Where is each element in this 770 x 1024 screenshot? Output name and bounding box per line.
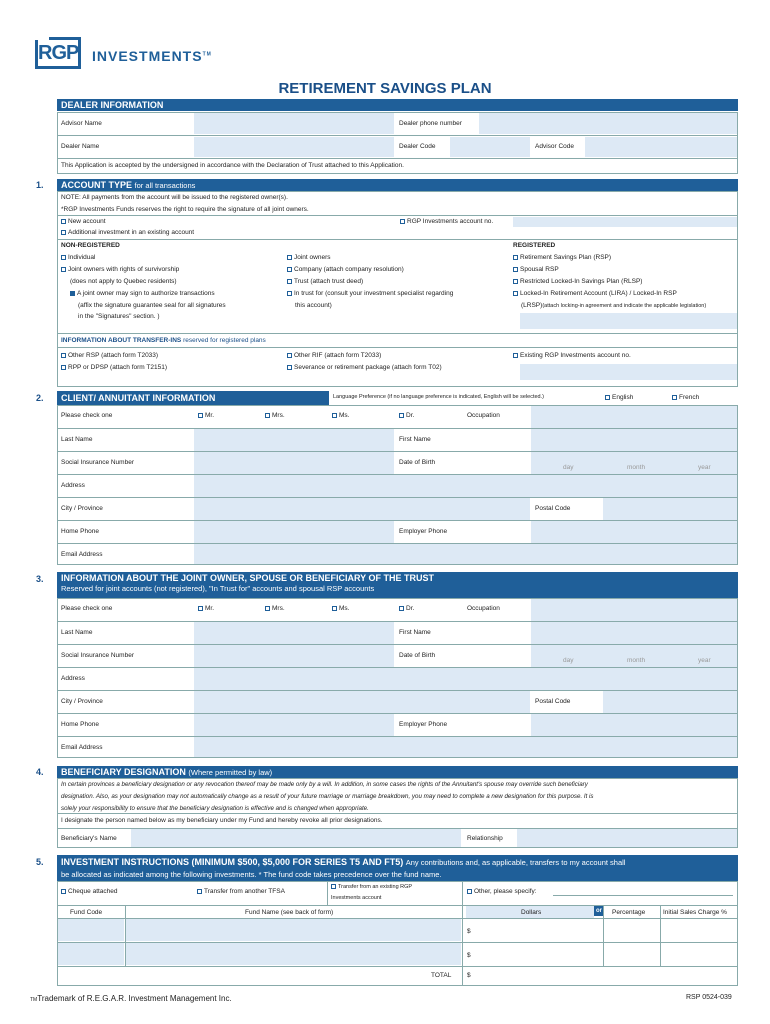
section-number: 3. (36, 574, 44, 584)
day-label: day (563, 464, 574, 471)
additional-investment-option[interactable]: Additional investment in an existing account (61, 229, 194, 236)
checkbox-icon[interactable] (61, 365, 66, 370)
or-badge: or (596, 908, 602, 914)
joint-address-field[interactable] (194, 668, 737, 690)
company-option[interactable]: Company (attach company resolution) (287, 266, 404, 273)
email-label: Email Address (61, 744, 103, 751)
fund-code-cell[interactable] (58, 919, 124, 941)
dealer-code-field[interactable] (450, 137, 530, 157)
beneficiary-name-label: Beneficiary's Name (61, 835, 117, 842)
existing-rgp-option[interactable]: Transfer from an existing RGP (331, 884, 412, 890)
postal-code-label: Postal Code (535, 505, 571, 512)
total-label: TOTAL (431, 972, 452, 979)
rpp-option[interactable]: RPP or DPSP (attach form T2151) (61, 364, 167, 371)
beneficiary-paragraph-3: solely your responsibility to ensure that the beneficiary designation is effective and is changed when appropriate. (61, 805, 369, 812)
joint-occupation-field[interactable] (531, 599, 737, 621)
in-trust-option[interactable]: In trust for (consult your investment specialist regarding (287, 290, 453, 297)
checkbox-icon[interactable] (672, 395, 677, 400)
checkbox-icon[interactable] (287, 279, 292, 284)
month-label: month (627, 657, 646, 664)
checkbox-icon[interactable] (198, 413, 203, 418)
section-number: 2. (36, 393, 44, 403)
fund-code-cell[interactable] (58, 943, 124, 965)
dr-option[interactable]: Dr. (399, 412, 414, 419)
cheque-option[interactable]: Cheque attached (61, 888, 118, 895)
advisor-code-label: Advisor Code (535, 143, 575, 150)
section-number: 5. (36, 857, 44, 867)
lrsp-label: (LRSP)(attach locking-in agreement and indicate the applicable legislation) (521, 302, 707, 309)
rgp-account-no-option[interactable]: RGP Investments account no. (400, 218, 493, 225)
checkbox-icon[interactable] (265, 606, 270, 611)
joint-last-name-field[interactable] (194, 622, 394, 644)
other-rsp-option[interactable]: Other RSP (attach form T2033) (61, 352, 158, 359)
checkbox-icon[interactable] (513, 267, 518, 272)
individual-option[interactable]: Individual (61, 254, 95, 261)
sin-label: Social Insurance Number (61, 459, 134, 466)
sin-field[interactable] (194, 452, 394, 474)
please-check-label: Please check one (61, 412, 113, 419)
declaration-note: This Application is accepted by the undersigned in accordance with the Declaration of Trust attached to this Application. (61, 162, 404, 169)
fund-name-header: Fund Name (see back of form) (245, 909, 334, 916)
joint-sign-note-2: in the "Signatures" section. ) (78, 313, 160, 320)
rlsp-option[interactable]: Restricted Locked-In Savings Plan (RLSP) (513, 278, 642, 285)
dollar-sign: $ (467, 952, 471, 959)
joint-city-field[interactable] (194, 691, 530, 713)
year-label: year (698, 464, 711, 471)
occupation-label: Occupation (467, 605, 500, 612)
first-name-field[interactable] (531, 429, 737, 451)
joint-email-field[interactable] (194, 737, 737, 757)
mr-option[interactable]: Mr. (198, 605, 214, 612)
dealer-phone-field[interactable] (479, 113, 737, 134)
mrs-option[interactable]: Mrs. (265, 412, 285, 419)
dr-option[interactable]: Dr. (399, 605, 414, 612)
checkbox-icon[interactable] (61, 267, 66, 272)
checkbox-icon[interactable] (399, 413, 404, 418)
home-phone-label: Home Phone (61, 528, 99, 535)
address-field[interactable] (194, 475, 737, 497)
checkbox-icon[interactable] (287, 267, 292, 272)
last-name-label: Last Name (61, 629, 93, 636)
rgp-account-no-field[interactable] (513, 217, 737, 227)
fund-name-cell[interactable] (126, 919, 461, 941)
severance-option[interactable]: Severance or retirement package (attach form T02) (287, 364, 442, 371)
joint-survivorship-option[interactable]: Joint owners with rights of survivorship (61, 266, 179, 273)
year-label: year (698, 657, 711, 664)
filled-checkbox-icon[interactable] (70, 291, 75, 296)
ms-option[interactable]: Ms. (332, 605, 349, 612)
spousal-rsp-option[interactable]: Spousal RSP (513, 266, 559, 273)
english-option[interactable]: English (605, 394, 633, 401)
checkbox-icon[interactable] (287, 255, 292, 260)
joint-home-phone-field[interactable] (194, 714, 394, 736)
checkbox-icon[interactable] (400, 219, 405, 224)
registered-heading: REGISTERED (513, 242, 556, 249)
joint-sign-option[interactable]: A joint owner may sign to authorize transactions (70, 290, 215, 297)
sin-label: Social Insurance Number (61, 652, 134, 659)
employer-phone-label: Employer Phone (399, 721, 448, 728)
dollar-sign: $ (467, 928, 471, 935)
beneficiary-header: BENEFICIARY DESIGNATION (Where permitted by law) (57, 766, 738, 779)
checkbox-icon[interactable] (197, 889, 202, 894)
percentage-header: Percentage (612, 909, 646, 916)
investment-header: INVESTMENT INSTRUCTIONS (MINIMUM $500, $5,000 FOR SERIES T5 AND FT5) Any contributions and, as applicable, transfers to my account shall be allocated as indicated among the following investments. * The fund code takes precedence over the fund name. (57, 855, 738, 881)
note-payments: NOTE: All payments from the account will be issued to the registered owner(s). (61, 194, 288, 201)
email-field[interactable] (194, 544, 737, 564)
month-label: month (627, 464, 646, 471)
lira-option[interactable]: Locked-In Retirement Account (LIRA) / Locked-In RSP (513, 290, 677, 297)
ms-option[interactable]: Ms. (332, 412, 349, 419)
dealer-code-label: Dealer Code (399, 143, 436, 150)
in-trust-note: this account) (295, 302, 332, 309)
first-name-label: First Name (399, 436, 431, 443)
non-registered-heading: NON-REGISTERED (61, 242, 120, 249)
relationship-field[interactable] (517, 829, 737, 847)
checkbox-icon[interactable] (265, 413, 270, 418)
rgp-logo: RGP (35, 37, 81, 69)
city-field[interactable] (194, 498, 530, 520)
checkbox-icon[interactable] (467, 889, 472, 894)
checkbox-icon[interactable] (61, 889, 66, 894)
existing-account-field[interactable] (520, 364, 737, 380)
trust-option[interactable]: Trust (attach trust deed) (287, 278, 363, 285)
checkbox-icon[interactable] (287, 365, 292, 370)
dollar-sign: $ (467, 972, 471, 979)
existing-rgp-note: Investments account (331, 895, 382, 901)
checkbox-icon[interactable] (513, 279, 518, 284)
new-account-option[interactable]: New account (61, 218, 106, 225)
address-label: Address (61, 675, 85, 682)
language-preference-label: Language Preference (if no language preference is indicated, English will be selected.) (333, 394, 544, 400)
other-rif-option[interactable]: Other RIF (attach form T2033) (287, 352, 381, 359)
city-label: City / Province (61, 505, 103, 512)
mrs-option[interactable]: Mrs. (265, 605, 285, 612)
client-header: CLIENT/ ANNUITANT INFORMATION (57, 391, 329, 405)
home-phone-label: Home Phone (61, 721, 99, 728)
mr-option[interactable]: Mr. (198, 412, 214, 419)
joint-sign-note: (affix the signature guarantee seal for all signatures (78, 302, 226, 309)
dealer-name-label: Dealer Name (61, 143, 100, 150)
checkbox-icon[interactable] (513, 255, 518, 260)
tfsa-option[interactable]: Transfer from another TFSA (197, 888, 285, 895)
section-number: 1. (36, 180, 44, 190)
checkbox-icon[interactable] (61, 255, 66, 260)
note-signature: *RGP Investments Funds reserves the right to require the signature of all joint owners. (61, 206, 309, 213)
checkbox-icon[interactable] (287, 291, 292, 296)
section-number: 4. (36, 767, 44, 777)
account-type-header: ACCOUNT TYPE for all transactions (57, 179, 738, 192)
postal-code-label: Postal Code (535, 698, 571, 705)
last-name-label: Last Name (61, 436, 93, 443)
employer-phone-label: Employer Phone (399, 528, 448, 535)
beneficiary-paragraph-1: In certain provinces a beneficiary designation or any revocation thereof may be made only by a will. In addition, in some cases the rights of the Annuitant's spouse may override such beneficiary (61, 781, 588, 788)
dealer-name-field[interactable] (194, 137, 394, 157)
dob-label: Date of Birth (399, 459, 436, 466)
joint-sin-field[interactable] (194, 645, 394, 667)
isc-header: Initial Sales Charge % (663, 909, 727, 916)
other-option[interactable]: Other, please specify: (467, 888, 537, 895)
brand-name: INVESTMENTS™ (92, 48, 212, 64)
email-label: Email Address (61, 551, 103, 558)
existing-account-option[interactable]: Existing RGP Investments account no. (513, 352, 631, 359)
address-label: Address (61, 482, 85, 489)
checkbox-icon[interactable] (332, 413, 337, 418)
city-label: City / Province (61, 698, 103, 705)
fund-name-cell[interactable] (126, 943, 461, 965)
checkbox-icon[interactable] (513, 353, 518, 358)
french-option[interactable]: French (672, 394, 699, 401)
checkbox-icon[interactable] (61, 353, 66, 358)
checkbox-icon[interactable] (287, 353, 292, 358)
dealer-phone-label: Dealer phone number (399, 120, 462, 127)
transfer-ins-heading: INFORMATION ABOUT TRANSFER-INS reserved for registered plans (61, 337, 266, 344)
last-name-field[interactable] (194, 429, 394, 451)
page-title: RETIREMENT SAVINGS PLAN (278, 80, 492, 97)
employer-phone-field[interactable] (531, 521, 737, 543)
joint-owner-header: INFORMATION ABOUT THE JOINT OWNER, SPOUSE OR BENEFICIARY OF THE TRUST Reserved for joint accounts (not registered), "In Trust for" accounts and spousal RSP accounts (57, 572, 738, 598)
designation-statement: I designate the person named below as my beneficiary under my Fund and hereby revoke all prior designations. (61, 817, 383, 824)
advisor-name-field[interactable] (194, 113, 394, 134)
joint-postal-code-field[interactable] (603, 691, 737, 713)
joint-employer-phone-field[interactable] (531, 714, 737, 736)
please-check-label: Please check one (61, 605, 113, 612)
advisor-code-field[interactable] (585, 137, 737, 157)
checkbox-icon[interactable] (513, 291, 518, 296)
joint-survivorship-note: (does not apply to Quebec residents) (70, 278, 177, 285)
checkbox-icon[interactable] (605, 395, 610, 400)
beneficiary-name-field[interactable] (131, 829, 461, 847)
checkbox-icon[interactable] (332, 606, 337, 611)
checkbox-icon[interactable] (198, 606, 203, 611)
joint-first-name-field[interactable] (531, 622, 737, 644)
occupation-field[interactable] (531, 406, 737, 428)
joint-owners-option[interactable]: Joint owners (287, 254, 331, 261)
checkbox-icon[interactable] (331, 884, 336, 889)
checkbox-icon[interactable] (399, 606, 404, 611)
form-code: RSP 0524-039 (686, 994, 732, 1001)
checkbox-icon[interactable] (61, 230, 66, 235)
occupation-label: Occupation (467, 412, 500, 419)
dealer-header: DEALER INFORMATION (57, 99, 738, 111)
dob-label: Date of Birth (399, 652, 436, 659)
trademark-footer: TMTrademark of R.E.G.A.R. Investment Management Inc. (30, 994, 232, 1003)
postal-code-field[interactable] (603, 498, 737, 520)
day-label: day (563, 657, 574, 664)
beneficiary-paragraph-2: designation. Also, as your designation may not automatically change as a result of your future marriage or marriage breakdown, you may need to complete a new designation for this purpose. It is (61, 793, 594, 800)
relationship-label: Relationship (467, 835, 503, 842)
checkbox-icon[interactable] (61, 219, 66, 224)
advisor-name-label: Advisor Name (61, 120, 102, 127)
first-name-label: First Name (399, 629, 431, 636)
dollars-header: Dollars (521, 909, 542, 916)
rsp-option[interactable]: Retirement Savings Plan (RSP) (513, 254, 611, 261)
legislation-field[interactable] (520, 313, 737, 329)
fund-code-header: Fund Code (70, 909, 103, 916)
home-phone-field[interactable] (194, 521, 394, 543)
